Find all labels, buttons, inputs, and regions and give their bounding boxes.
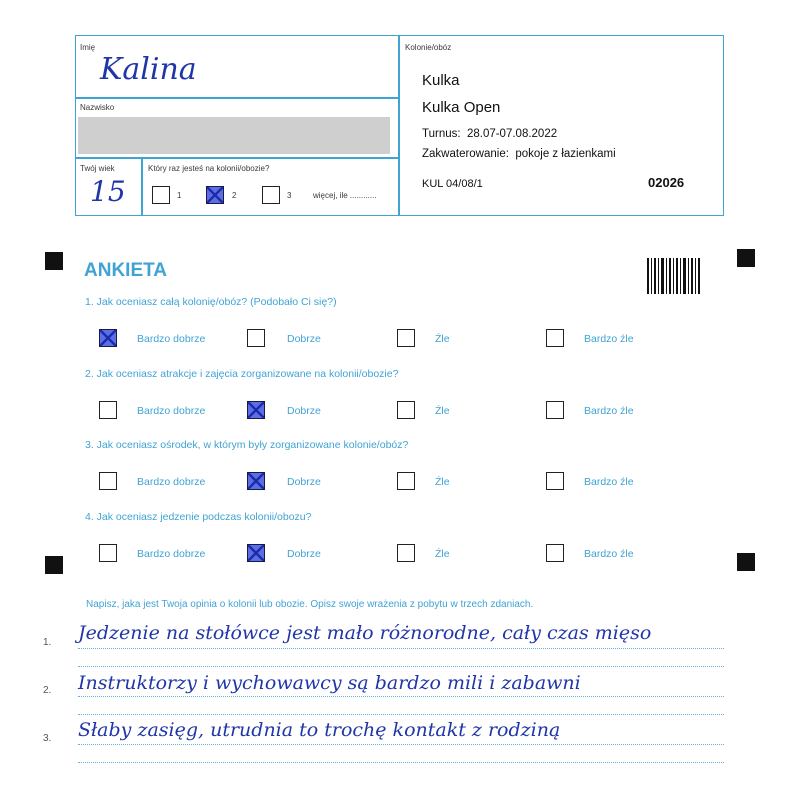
question-3-label-bardzo-zle: Bardzo źle xyxy=(584,476,634,488)
opinion-dotted-line-3b xyxy=(78,762,724,763)
nazwisko-label: Nazwisko xyxy=(80,103,115,112)
turnus-label: Turnus: xyxy=(422,128,461,140)
question-1-label-bardzo-zle: Bardzo źle xyxy=(584,333,634,345)
barcode xyxy=(647,258,702,294)
ktory-raz-checkbox-3[interactable] xyxy=(262,186,280,204)
question-3-label-bardzo-dobrze: Bardzo dobrze xyxy=(137,476,206,488)
redacted-surname xyxy=(78,117,390,154)
camp-name: Kulka xyxy=(422,72,460,89)
line-number-1: 1. xyxy=(43,637,52,648)
question-1-checkbox-bardzo-zle[interactable] xyxy=(546,329,564,347)
ktory-raz-checkbox-2[interactable] xyxy=(206,186,224,204)
question-3-checkbox-dobrze[interactable] xyxy=(247,472,265,490)
question-2-label-dobrze: Dobrze xyxy=(287,405,321,417)
question-1-label-bardzo-dobrze: Bardzo dobrze xyxy=(137,333,206,345)
form-number: 02026 xyxy=(648,175,685,190)
question-1-checkbox-bardzo-dobrze[interactable] xyxy=(99,329,117,347)
opinion-line-3[interactable]: Słaby zasięg, utrudnia to trochę kontakt z rodziną xyxy=(78,719,561,741)
question-4-checkbox-bardzo-zle[interactable] xyxy=(546,544,564,562)
opinion-dotted-line-2b xyxy=(78,714,724,715)
header-divider xyxy=(398,35,400,216)
question-4-text: 4. Jak oceniasz jedzenie podczas kolonii/obozu? xyxy=(85,511,312,523)
header-age-divider xyxy=(141,157,143,216)
question-2-label-bardzo-dobrze: Bardzo dobrze xyxy=(137,405,206,417)
opinion-prompt: Napisz, jaka jest Twoja opinia o kolonii lub obozie. Opisz swoje wrażenia z pobytu w trzech zdaniach. xyxy=(86,599,534,610)
zakwaterowanie-row xyxy=(422,148,616,160)
question-1-text: 1. Jak oceniasz całą kolonię/obóz? (Podobało Ci się?) xyxy=(85,296,337,308)
question-2-checkbox-dobrze[interactable] xyxy=(247,401,265,419)
opinion-dotted-line-3a xyxy=(78,744,724,745)
question-2-checkbox-zle[interactable] xyxy=(397,401,415,419)
kolonie-label: Kolonie/obóz xyxy=(405,43,452,52)
wiek-value[interactable]: 15 xyxy=(90,175,126,208)
ktory-raz-option-1: 1 xyxy=(177,191,182,200)
registration-mark-top-left xyxy=(45,252,63,270)
question-3-text: 3. Jak oceniasz ośrodek, w którym były zorganizowane kolonie/obóz? xyxy=(85,439,409,451)
registration-mark-bottom-left xyxy=(45,556,63,574)
zakwaterowanie-label: Zakwaterowanie: xyxy=(422,148,509,160)
turnus-value: 28.07-07.08.2022 xyxy=(466,128,558,140)
question-4-label-dobrze: Dobrze xyxy=(287,548,321,560)
camp-code: KUL 04/08/1 xyxy=(422,178,483,190)
ktory-raz-label: Który raz jesteś na kolonii/obozie? xyxy=(148,164,270,173)
question-2-checkbox-bardzo-dobrze[interactable] xyxy=(99,401,117,419)
question-3-checkbox-bardzo-dobrze[interactable] xyxy=(99,472,117,490)
ktory-raz-option-2: 2 xyxy=(232,191,237,200)
question-4-checkbox-bardzo-dobrze[interactable] xyxy=(99,544,117,562)
question-2-label-zle: Źle xyxy=(435,405,450,417)
survey-title: ANKIETA xyxy=(84,260,168,281)
question-2-label-bardzo-zle: Bardzo źle xyxy=(584,405,634,417)
question-4-checkbox-zle[interactable] xyxy=(397,544,415,562)
question-4-label-bardzo-dobrze: Bardzo dobrze xyxy=(137,548,206,560)
question-3-label-dobrze: Dobrze xyxy=(287,476,321,488)
wiecej-label: więcej, ile ............ xyxy=(313,191,377,200)
wiek-label: Twój wiek xyxy=(80,164,115,173)
line-number-3: 3. xyxy=(43,733,52,744)
ktory-raz-checkbox-1[interactable] xyxy=(152,186,170,204)
turnus-row xyxy=(422,128,557,140)
question-1-checkbox-zle[interactable] xyxy=(397,329,415,347)
question-4-checkbox-dobrze[interactable] xyxy=(247,544,265,562)
opinion-dotted-line-2a xyxy=(78,696,724,697)
imie-label: Imię xyxy=(80,43,96,52)
registration-mark-bottom-right xyxy=(737,553,755,571)
registration-mark-top-right xyxy=(737,249,755,267)
question-3-checkbox-zle[interactable] xyxy=(397,472,415,490)
question-3-label-zle: Źle xyxy=(435,476,450,488)
opinion-dotted-line-1a xyxy=(78,648,724,649)
question-2-text: 2. Jak oceniasz atrakcje i zajęcia zorganizowane na kolonii/obozie? xyxy=(85,368,399,380)
ktory-raz-option-3: 3 xyxy=(287,191,292,200)
opinion-dotted-line-1b xyxy=(78,666,724,667)
line-number-2: 2. xyxy=(43,685,52,696)
imie-value[interactable]: Kalina xyxy=(100,52,197,87)
question-4-label-zle: Źle xyxy=(435,548,450,560)
question-3-checkbox-bardzo-zle[interactable] xyxy=(546,472,564,490)
question-2-checkbox-bardzo-zle[interactable] xyxy=(546,401,564,419)
opinion-line-1[interactable]: Jedzenie na stołówce jest mało różnorodne, cały czas mięso xyxy=(78,622,652,644)
question-4-label-bardzo-zle: Bardzo źle xyxy=(584,548,634,560)
question-1-label-zle: Źle xyxy=(435,333,450,345)
header-row-line-1 xyxy=(75,97,399,99)
header-row-line-2 xyxy=(75,157,399,159)
question-1-checkbox-dobrze[interactable] xyxy=(247,329,265,347)
camp-program: Kulka Open xyxy=(422,99,501,116)
question-1-label-dobrze: Dobrze xyxy=(287,333,321,345)
zakwaterowanie-value: pokoje z łazienkami xyxy=(515,148,616,160)
opinion-line-2[interactable]: Instruktorzy i wychowawcy są bardzo mili i zabawni xyxy=(78,672,581,694)
